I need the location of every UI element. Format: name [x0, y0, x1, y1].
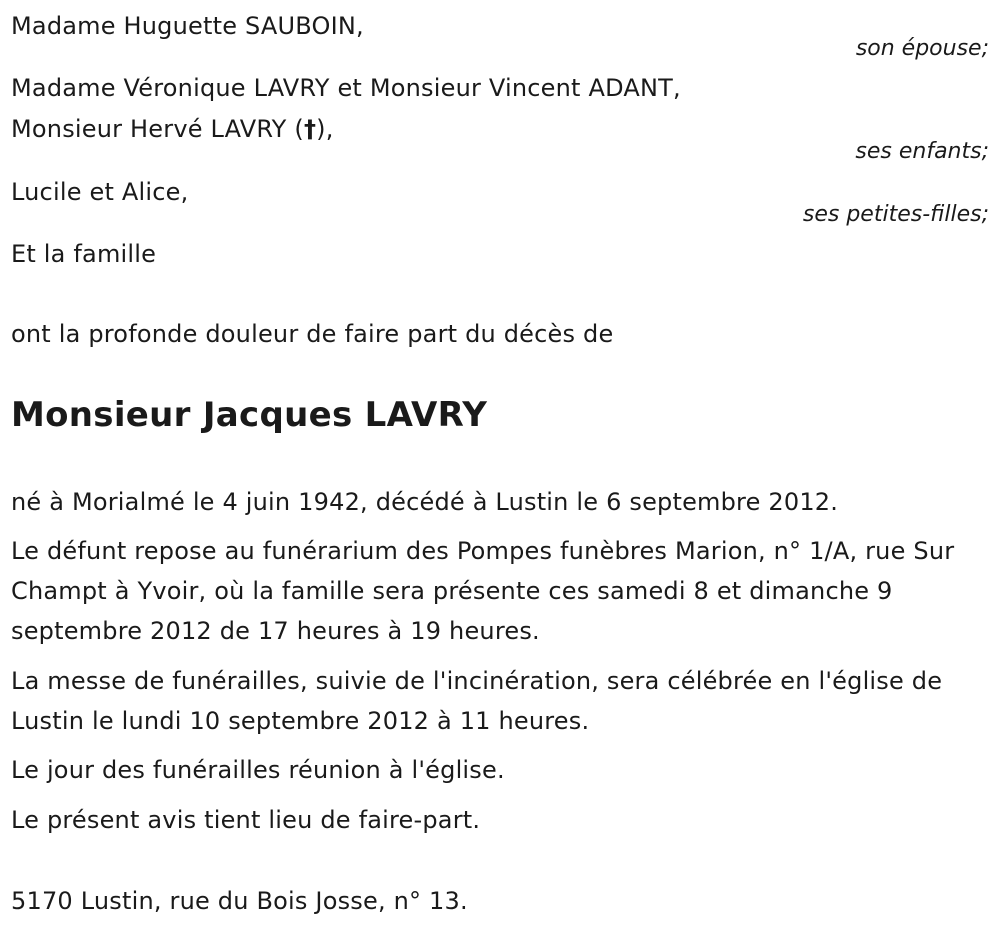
funeral-mass-info: La messe de funérailles, suivie de l'incinération, sera célébrée en l'église de Lustin le lundi 10 septembre 2012 à 11 heures.	[11, 667, 943, 735]
child-name-2-suffix: ),	[316, 115, 334, 143]
extended-family: Et la famille	[11, 240, 157, 268]
child-name-2-prefix: Monsieur Hervé LAVRY (	[11, 115, 304, 143]
visitation-info: Le défunt repose au funérarium des Pompes funèbres Marion, n° 1/A, rue Sur Champt à Yvoir, où la famille sera présente ces samedi 8 et dimanche 9 septembre 2012 de 17 heures à 19 heures.	[11, 537, 955, 645]
announcement-text: ont la profonde douleur de faire part du décès de	[11, 320, 614, 348]
notice-info: Le présent avis tient lieu de faire-part.	[11, 806, 481, 834]
child-name-2	[11, 109, 334, 149]
family-address: 5170 Lustin, rue du Bois Josse, n° 13.	[11, 887, 468, 915]
birth-death-info: né à Morialmé le 4 juin 1942, décédé à Lustin le 6 septembre 2012.	[11, 488, 839, 516]
spouse-name: Madame Huguette SAUBOIN,	[11, 12, 364, 40]
grandchildren-names: Lucile et Alice,	[11, 178, 189, 206]
deceased-name: Monsieur Jacques LAVRY	[11, 395, 488, 435]
children-role: ses enfants;	[855, 139, 989, 164]
gathering-info: Le jour des funérailles réunion à l'église.	[11, 756, 505, 784]
child-name-1: Madame Véronique LAVRY et Monsieur Vincent ADANT,	[11, 74, 681, 102]
grandchildren-role: ses petites-filles;	[802, 202, 989, 227]
spouse-role: son épouse;	[855, 36, 989, 61]
deceased-cross-icon: †	[303, 115, 317, 143]
